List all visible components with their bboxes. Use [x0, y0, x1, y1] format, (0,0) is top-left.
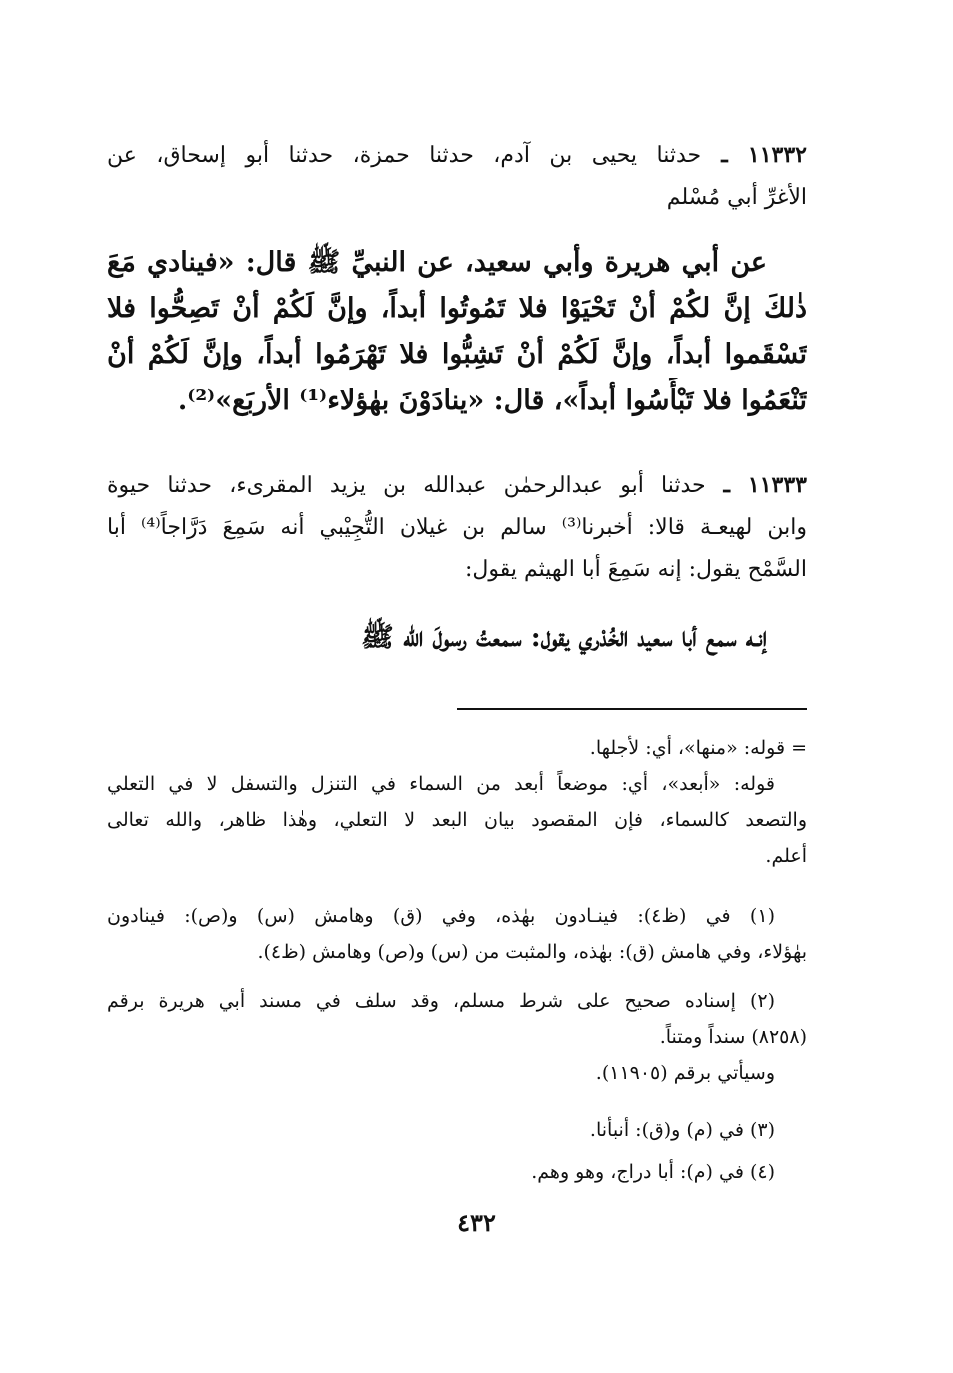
hadith-11333-matn: [107, 615, 807, 661]
page-number: ٤٣٢: [457, 1208, 496, 1237]
footnote-line: (٨٢٥٨) سنداً ومتناً.: [659, 1026, 807, 1048]
footnotes: [107, 730, 807, 874]
matn-line: عن أبي هريرة وأبي سعيد، عن النبيِّ ﷺ قال: «فينادي مَعَ: [107, 247, 767, 278]
isnad-line: [107, 464, 807, 507]
matn-line: تَنْعَمُوا فلا تَبْأَسُوا أبداً»، قال: «ينادَوْنَ بهٰؤلاء⁽¹⁾ الأربَع»⁽²⁾.: [177, 385, 807, 416]
footnote-line: والتصعد كالسماء، فإن المقصود بيان البعد لا التعلي، وهٰذا ظاهر، والله تعالى: [107, 809, 807, 831]
matn-line: ذٰلكَ إنَّ لكُمْ أنْ تَحْيَوْا فلا تَمُوتُوا أبداً، وإنَّ لَكُمْ أنْ تَصِحُّوا فلا: [107, 293, 807, 324]
footnote-line: وسيأتي برقم (١١٩٠٥).: [595, 1062, 775, 1084]
hadith-number: ١١٣٣٣: [747, 472, 807, 498]
matn-line: تَسْقَموا أبداً، وإنَّ لَكُمْ أنْ تَشِبُّوا فلا تَهْرَمُوا أبداً، وإنَّ لَكُمْ أنْ: [107, 339, 807, 370]
hadith-11332-matn: [107, 240, 807, 424]
isnad-line: السَّمْح يقول: إنه سَمِعَ أبا الهيثم يقول:: [464, 557, 807, 582]
isnad-text: حدثنا أبو عبدالرحمٰن عبدالله بن يزيد المقرىء، حدثنا حيوة: [107, 473, 706, 498]
isnad-line: الأغرِّ أبي مُسْلم: [666, 185, 807, 210]
footnote-line: (٤) في (م): أبا دراج، وهو وهم.: [531, 1161, 775, 1183]
footnote-line: (١) في (ظ٤): فينـادون بهٰذه، وفي (ق) وهامش (س) و(ص): فينادون: [107, 905, 775, 927]
matn-line: إنـه سمع أبا سعيد الخُدْري يقول: سمعتُ رسولَ الله ﷺ: [361, 622, 767, 653]
hadith-number: ١١٣٣٢: [747, 142, 807, 168]
hadith-11333-isnad: [107, 464, 807, 591]
footnote-line: = قوله: «منها»، أي: لأجلها.: [589, 737, 807, 759]
footnote-line: أعلم.: [765, 845, 807, 867]
number-dash: ـ: [705, 472, 748, 498]
isnad-text: حدثنا يحيى بن آدم، حدثنا حمزة، حدثنا أبو إسحاق، عن: [107, 143, 702, 168]
isnad-line: وابن لهيعـة قالا: أخبرنا⁽³⁾ سالم بن غيلان التُّجِيْبي أنه سَمِعَ دَرَّاجاً⁽⁴⁾ أبا: [107, 515, 807, 540]
footnote-3: [107, 1112, 807, 1148]
footnote-line: بهٰؤلاء، وفي هامش (ق): بهٰذه، والمثبت من (س) و(ص) وهامش (ظ٤).: [257, 941, 807, 963]
footnote-line: (٣) في (م) و(ق): أنبأنا.: [589, 1119, 775, 1141]
footnote-2: [107, 983, 807, 1091]
footnote-separator: [457, 708, 807, 710]
isnad-line: [107, 134, 807, 177]
footnote-line: قوله: «أبعد»، أي: موضعاً أبعد من السماء في التنزل والتسفل لا في التعلي: [107, 773, 775, 795]
footnote-line: (٢) إسناده صحيح على شرط مسلم، وقد سلف في مسند أبي هريرة برقم: [107, 990, 775, 1012]
footnote-1: [107, 898, 807, 970]
footnote-4: [107, 1154, 807, 1190]
number-dash: ـ: [701, 142, 748, 168]
hadith-11332-isnad: [107, 134, 807, 219]
